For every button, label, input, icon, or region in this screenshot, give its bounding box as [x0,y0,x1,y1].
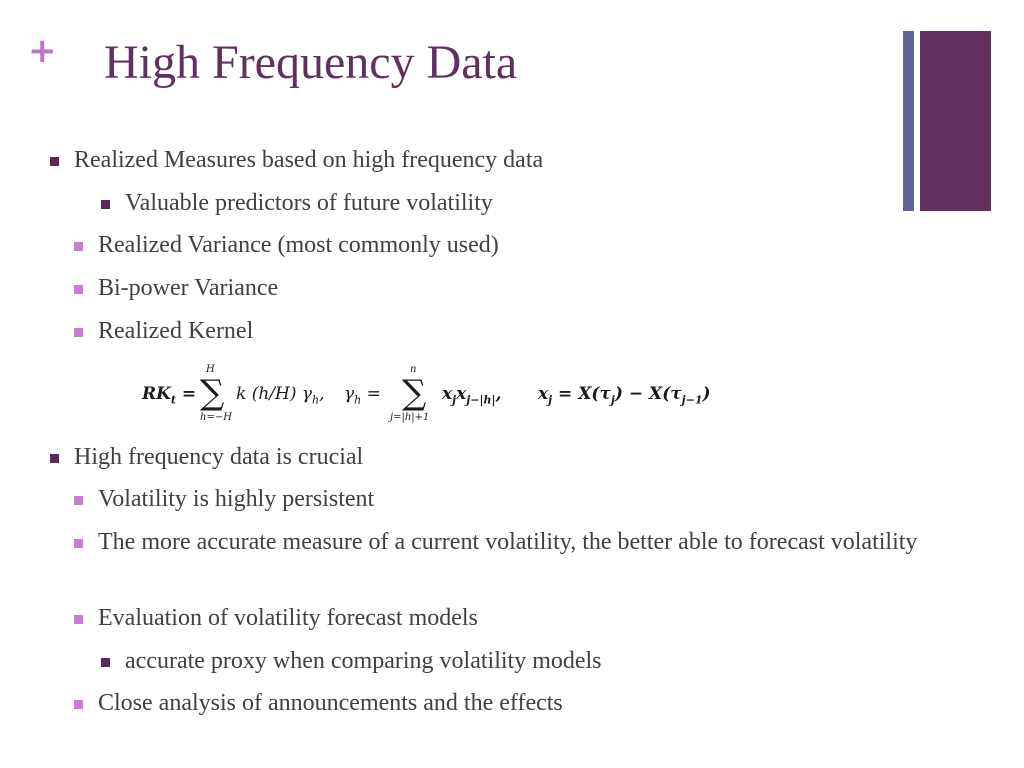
bullet-marker-icon [74,539,83,548]
bullet-text: accurate proxy when comparing volatility models [125,648,602,674]
bullet-text: Realized Variance (most commonly used) [98,232,499,258]
bullet-item [98,271,278,305]
bullet-text: Evaluation of volatility forecast models [98,605,478,631]
sigma-icon: ∑ [402,373,427,413]
slide-title: High Frequency Data [104,36,518,89]
formula-sum1-body: k (h/H) $\gamma_h$, [236,384,325,407]
formula-sum2-upper: n [410,364,417,375]
bullet-marker-icon [74,328,83,337]
bullet-item [74,440,363,474]
bullet-item [98,601,478,635]
bullet-item [74,143,543,177]
bullet-item [125,644,602,678]
realized-kernel-formula [140,362,730,428]
bullet-item [98,314,253,348]
bullet-item [98,686,563,720]
formula-sum2-body: $x_jx_{j-|h|}$, [442,384,502,407]
bullet-marker-icon [74,242,83,251]
bullet-text: Volatility is highly persistent [98,486,375,512]
formula-gamma-lhs: $\gamma_h$ = [344,384,381,407]
bullet-marker-icon [74,615,83,624]
bullet-marker-icon [74,496,83,505]
sigma-icon: ∑ [200,373,225,413]
decorative-bar-thick [920,31,991,211]
bullet-text: Realized Measures based on high frequency data [74,147,544,173]
formula-rk-lhs: $RK_t$ = [142,384,197,407]
bullet-marker-icon [101,200,110,209]
bullet-marker-icon [50,157,59,166]
bullet-item [98,482,374,516]
bullet-marker-icon [50,454,59,463]
bullet-marker-icon [101,658,110,667]
bullet-item [125,186,493,220]
bullet-text: Valuable predictors of future volatility [125,190,493,216]
formula-sum1-lower: h=−H [200,412,232,423]
formula-x-definition: $x_j = X(\tau_j) - X(\tau_{j-1})$ [538,384,711,407]
formula-sum1-upper: H [206,364,215,375]
bullet-text: Realized Kernel [98,318,254,344]
decorative-bar-thin [903,31,914,211]
bullet-text: Bi-power Variance [98,275,279,301]
formula-sum2-lower: j=|h|+1 [390,412,430,423]
bullet-item [98,525,988,559]
bullet-marker-icon [74,285,83,294]
bullet-item [98,228,499,262]
bullet-marker-icon [74,700,83,709]
bullet-text: Close analysis of announcements and the effects [98,690,563,716]
bullet-text: The more accurate measure of a current volatility, the better able to forecast volatility [98,529,918,555]
bullet-text: High frequency data is crucial [74,444,364,470]
plus-icon: + [28,31,57,71]
